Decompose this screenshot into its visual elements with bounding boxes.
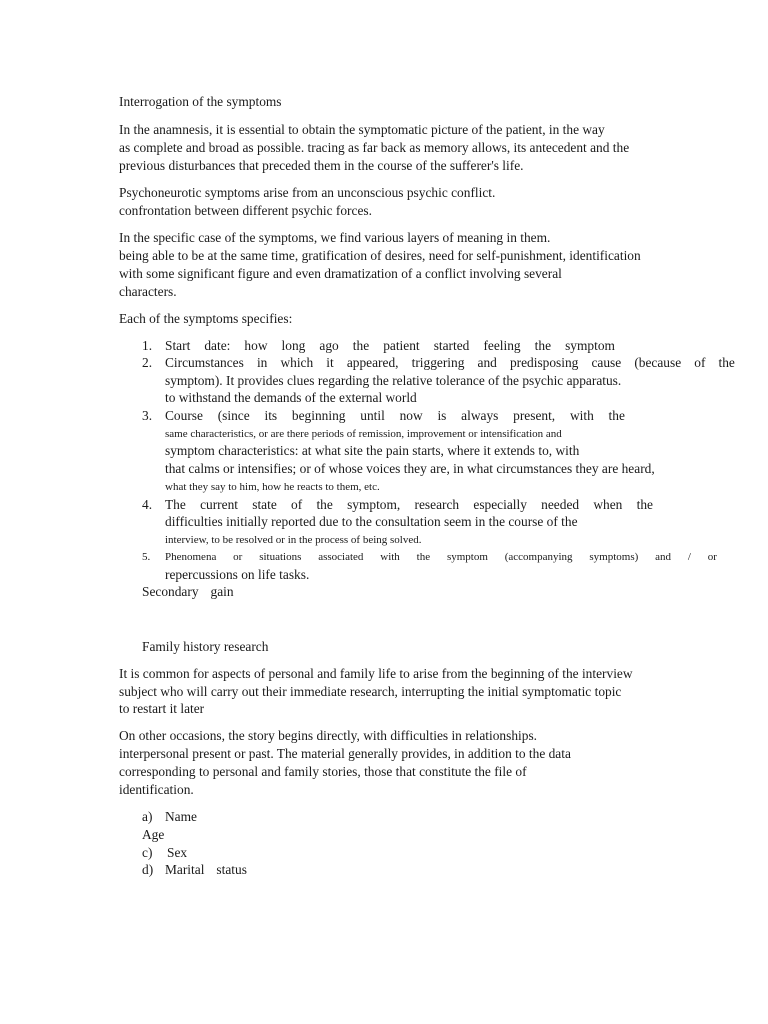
word: the xyxy=(416,551,431,563)
word: the xyxy=(352,338,370,353)
word: and xyxy=(477,355,497,370)
word: state xyxy=(252,497,277,512)
list-item-line xyxy=(165,407,625,425)
word: of xyxy=(694,355,706,370)
word: status xyxy=(216,862,247,877)
word: long xyxy=(281,338,306,353)
list-number: 3. xyxy=(142,408,153,423)
paragraph-line: On other occasions, the story begins directly, with difficulties in relationships. xyxy=(119,728,538,743)
word: the xyxy=(718,355,735,370)
word: needed xyxy=(541,497,580,512)
word: (since xyxy=(217,408,250,423)
paragraph-line: In the anamnesis, it is essential to obtain the symptomatic picture of the patient, in the way xyxy=(119,122,605,137)
word: appeared, xyxy=(346,355,399,370)
word: symptoms) xyxy=(589,551,639,563)
word: with xyxy=(569,408,594,423)
list-item-line xyxy=(165,496,653,514)
list-item-label: Age xyxy=(142,827,165,842)
list-item-line xyxy=(165,337,615,355)
word: cause xyxy=(591,355,622,370)
word: until xyxy=(360,408,385,423)
word: feeling xyxy=(483,338,521,353)
paragraph-line: In the specific case of the symptoms, we find various layers of meaning in them. xyxy=(119,230,551,245)
word: Secondary xyxy=(142,584,199,599)
word: its xyxy=(264,408,278,423)
word: The xyxy=(165,497,186,512)
word: Start xyxy=(165,338,191,353)
list-item-line: what they say to him, how he reacts to them, etc. xyxy=(165,481,380,493)
word: date: xyxy=(204,338,231,353)
word: it xyxy=(326,355,334,370)
section-title: Interrogation of the symptoms xyxy=(119,94,282,109)
list-marker: d) xyxy=(142,862,154,877)
word: especially xyxy=(473,497,527,512)
list-item-line: symptom characteristics: at what site the pain starts, where it extends to, with xyxy=(165,443,580,458)
paragraph-line: confrontation between different psychic forces. xyxy=(119,203,372,218)
list-marker: c) xyxy=(142,845,153,860)
paragraph-line: subject who will carry out their immediate research, interrupting the initial symptomatic topic xyxy=(119,684,622,699)
list-item-line xyxy=(165,548,717,566)
list-number: 1. xyxy=(142,338,153,353)
word: Phenomena xyxy=(165,551,217,563)
word: situations xyxy=(259,551,302,563)
word: associated xyxy=(318,551,364,563)
word: symptom xyxy=(446,551,488,563)
paragraph-line: with some significant figure and even dramatization of a conflict involving several xyxy=(119,266,562,281)
word: how xyxy=(244,338,268,353)
word: the xyxy=(534,338,552,353)
word: symptom, xyxy=(347,497,401,512)
list-item-line xyxy=(165,354,735,372)
word: / xyxy=(687,551,691,563)
word: Marital xyxy=(165,862,205,877)
word: started xyxy=(433,338,470,353)
secondary-gain xyxy=(142,583,234,601)
word: or xyxy=(707,551,717,563)
list-item-line: that calms or intensifies; or of whose voices they are, in what circumstances they are heard, xyxy=(165,461,655,476)
paragraph-line: characters. xyxy=(119,284,177,299)
list-item-label xyxy=(165,861,247,879)
list-item-line: repercussions on life tasks. xyxy=(165,567,310,582)
word: patient xyxy=(383,338,420,353)
list-number: 4. xyxy=(142,497,153,512)
word: (because xyxy=(634,355,682,370)
word: now xyxy=(399,408,423,423)
word: present, xyxy=(513,408,556,423)
list-item-line: difficulties initially reported due to the consultation seem in the course of the xyxy=(165,514,578,529)
list-number: 2. xyxy=(142,355,153,370)
paragraph-line: previous disturbances that preceded them in the course of the sufferer's life. xyxy=(119,158,524,173)
word: always xyxy=(461,408,499,423)
word: in xyxy=(256,355,268,370)
word: ago xyxy=(319,338,339,353)
list-marker: a) xyxy=(142,809,153,824)
paragraph-line: to restart it later xyxy=(119,701,205,716)
word: symptom xyxy=(565,338,615,353)
paragraph-line: Psychoneurotic symptoms arise from an unconscious psychic conflict. xyxy=(119,185,496,200)
word: Circumstances xyxy=(165,355,244,370)
list-number: 5. xyxy=(142,551,151,563)
section-title: Family history research xyxy=(142,639,269,654)
paragraph-line: Each of the symptoms specifies: xyxy=(119,311,293,326)
list-item-line: same characteristics, or are there periods of remission, improvement or intensification and xyxy=(165,428,562,440)
paragraph-line: as complete and broad as possible. tracing as far back as memory allows, its antecedent and the xyxy=(119,140,630,155)
paragraph-line: identification. xyxy=(119,782,194,797)
word: predisposing xyxy=(509,355,579,370)
paragraph-line: It is common for aspects of personal and family life to arise from the beginning of the interview xyxy=(119,666,633,681)
word: research xyxy=(414,497,460,512)
word: triggering xyxy=(411,355,465,370)
list-item-line: to withstand the demands of the external world xyxy=(165,390,417,405)
list-item-label: Name xyxy=(165,809,197,824)
paragraph-line: interpersonal present or past. The material generally provides, in addition to the data xyxy=(119,746,571,761)
word: current xyxy=(200,497,238,512)
word: of xyxy=(291,497,303,512)
word: beginning xyxy=(291,408,346,423)
paragraph-line: corresponding to personal and family stories, those that constitute the file of xyxy=(119,764,527,779)
word: gain xyxy=(210,584,234,599)
word: Course xyxy=(165,408,203,423)
word: which xyxy=(280,355,314,370)
word: and xyxy=(655,551,672,563)
list-item-line: symptom). It provides clues regarding the relative tolerance of the psychic apparatus. xyxy=(165,373,622,388)
word: is xyxy=(437,408,447,423)
word: or xyxy=(233,551,243,563)
word: (accompanying xyxy=(504,551,573,563)
list-item-label: Sex xyxy=(167,845,188,860)
word: when xyxy=(593,497,623,512)
word: the xyxy=(316,497,333,512)
list-item-line: interview, to be resolved or in the process of being solved. xyxy=(165,534,422,546)
word: with xyxy=(380,551,400,563)
paragraph-line: being able to be at the same time, gratification of desires, need for self-punishment, identification xyxy=(119,248,641,263)
word: the xyxy=(636,497,653,512)
word: the xyxy=(608,408,625,423)
